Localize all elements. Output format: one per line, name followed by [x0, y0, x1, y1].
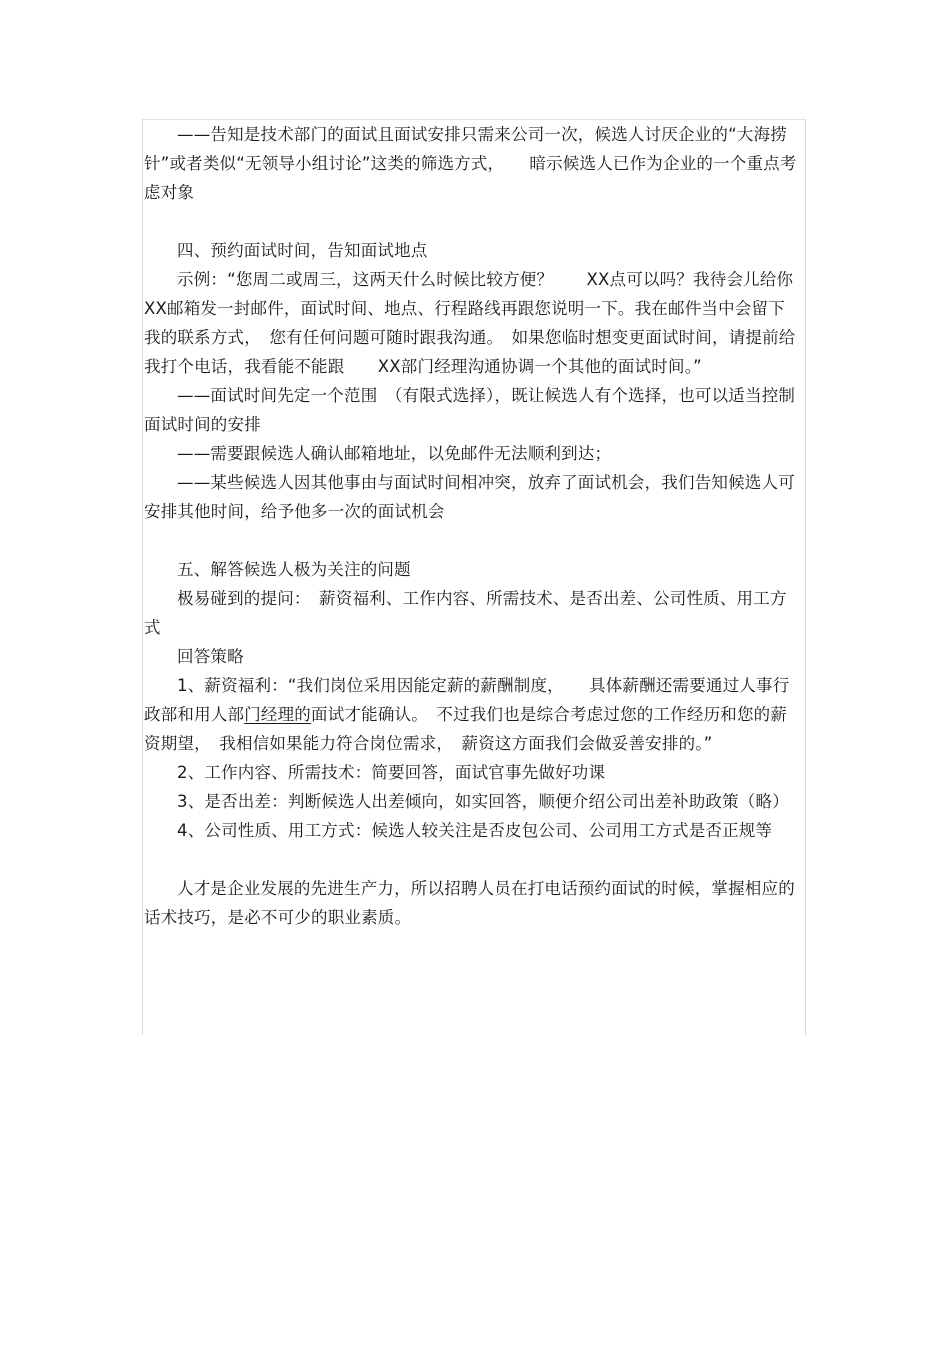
- paragraph-note-conflict: ——某些候选人因其他事由与面试时间相冲突，放弃了面试机会，我们告知候选人可安排其他时间，给予他多一次的面试机会: [144, 473, 795, 521]
- answer-salary-part2: 面试才能确认。 不过我们也是综合考虑过您的工作经历和您的薪资期望， 我相信如果能力符合岗位需求， 薪资这方面我们会做妥善安排的。”: [144, 705, 788, 753]
- paragraph-strategy-heading: 回答策略: [177, 647, 244, 666]
- paragraph-answer-company-type: 4、公司性质、用工方式：候选人较关注是否皮包公司、公司用工方式是否正规等: [177, 821, 773, 840]
- paragraph-conclusion: 人才是企业发展的先进生产力，所以招聘人员在打电话预约面试的时候，掌握相应的话术技巧，是必不可少的职业素质。: [144, 879, 795, 927]
- paragraph-answer-job-content: 2、工作内容、所需技术：简要回答，面试官事先做好功课: [177, 763, 606, 782]
- blank-line: [144, 845, 800, 874]
- answer-salary-part1: 1、薪资福利：“我们岗位采用因能定薪的薪酬制度， 具体薪酬还需要通过人事行政部和用人部: [144, 676, 790, 724]
- section-heading-4: 四、预约面试时间，告知面试地点: [177, 241, 428, 260]
- paragraph-example-script: 示例：“您周二或周三，这两天什么时候比较方便？ XX点可以吗？我待会儿给你 XX邮箱发一封邮件，面试时间、地点、行程路线再跟您说明一下。我在邮件当中会留下我的联系方式， 您有任何问题可随时跟我沟通。 如果您临时想变更面试时间，请提前给我打个电话，我看能不能跟 XX部门经理沟通协调一个其他的面试时间。”: [144, 270, 796, 376]
- paragraph-answer-travel: 3、是否出差：判断候选人出差倾向，如实回答，顺便介绍公司出差补助政策（略）: [177, 792, 789, 811]
- paragraph-note-time-range: ——面试时间先定一个范围 （有限式选择），既让候选人有个选择，也可以适当控制面试时间的安排: [144, 386, 796, 434]
- blank-line: [144, 526, 800, 555]
- paragraph-note-email: ——需要跟候选人确认邮箱地址，以免邮件无法顺利到达；: [177, 444, 612, 463]
- paragraph-answer-salary: [144, 671, 800, 758]
- section-heading-5: 五、解答候选人极为关注的问题: [177, 560, 411, 579]
- blank-line: [144, 207, 800, 236]
- answer-salary-underlined: 门经理的: [244, 705, 312, 724]
- paragraph-notice-tech-dept: ——告知是技术部门的面试且面试安排只需来公司一次，候选人讨厌企业的“大海捞针”或者类似“无领导小组讨论”这类的筛选方式， 暗示候选人已作为企业的一个重点考虑对象: [144, 125, 797, 202]
- document-body: [144, 120, 800, 932]
- paragraph-common-questions: 极易碰到的提问： 薪资福利、工作内容、所需技术、是否出差、公司性质、用工方式: [144, 589, 787, 637]
